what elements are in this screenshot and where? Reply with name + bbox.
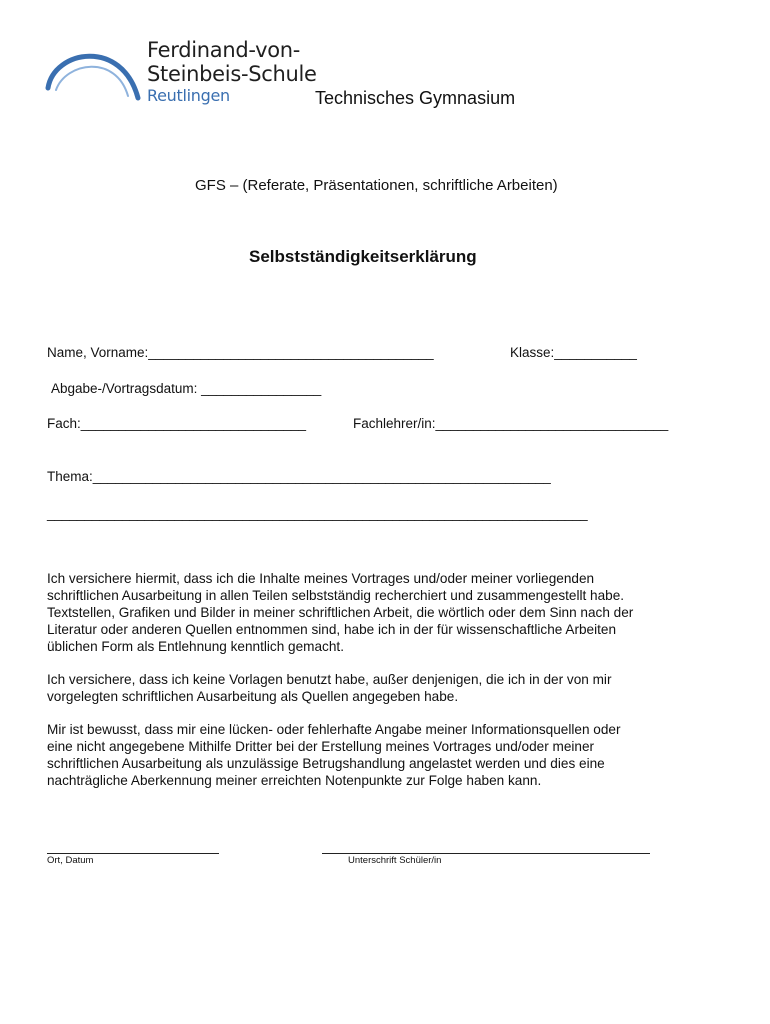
declaration-paragraph-1 xyxy=(47,570,737,655)
datum-field[interactable]: Abgabe-/Vortragsdatum: ________________ xyxy=(51,381,322,396)
paragraph-line: üblichen Form als Entlehnung kenntlich gemacht. xyxy=(47,639,344,654)
logo-text-line1: Ferdinand-von- xyxy=(147,38,301,62)
paragraph-line: Mir ist bewusst, dass mir eine lücken- oder fehlerhafte Angabe meiner Informationsquellen oder xyxy=(47,722,621,737)
paragraph-line: Literatur oder anderen Quellen entnommen sind, habe ich in der für wissenschaftliche Arbeiten xyxy=(47,622,617,637)
school-subtitle: Technisches Gymnasium xyxy=(315,88,516,108)
student-signature-label: Unterschrift Schüler/in xyxy=(348,855,442,866)
paragraph-line: eine nicht angegebene Mithilfe Dritter bei der Erstellung meines Vortrages und/oder meiner xyxy=(47,739,595,754)
klasse-field[interactable]: Klasse:___________ xyxy=(510,345,637,360)
thema-field[interactable]: Thema:_____________________________________________________________ xyxy=(47,469,551,484)
student-signature-line[interactable] xyxy=(322,853,650,854)
declaration-paragraph-2 xyxy=(47,671,737,705)
logo-arc-icon xyxy=(42,38,152,108)
gfs-line: GFS – (Referate, Präsentationen, schriftliche Arbeiten) xyxy=(195,177,558,194)
logo-text-line2: Steinbeis-Schule xyxy=(147,62,317,86)
school-logo xyxy=(42,38,322,108)
fach-field[interactable]: Fach:______________________________ xyxy=(47,416,307,431)
paragraph-line: schriftlichen Ausarbeitung in allen Teilen selbstständig recherchiert und zusammengestellt habe. xyxy=(47,588,625,603)
name-field[interactable]: Name, Vorname:______________________________________ xyxy=(47,345,434,360)
paragraph-line: Textstellen, Grafiken und Bilder in meiner schriftlichen Arbeit, die wörtlich oder dem Sinn nach der xyxy=(47,605,634,620)
place-date-label: Ort, Datum xyxy=(47,855,94,866)
paragraph-line: schriftlichen Ausarbeitung als unzulässige Betrugshandlung angelastet werden und dies eine xyxy=(47,756,605,771)
place-date-signature-line[interactable] xyxy=(47,853,219,854)
paragraph-line: nachträgliche Aberkennung meiner erreichten Notenpunkte zur Folge haben kann. xyxy=(47,773,542,788)
declaration-paragraph-3 xyxy=(47,721,737,789)
fachlehrer-field[interactable]: Fachlehrer/in:_______________________________ xyxy=(353,416,669,431)
paragraph-line: vorgelegten schriftlichen Ausarbeitung als Quellen angegeben habe. xyxy=(47,689,459,704)
thema-line2-field[interactable]: ________________________________________________________________________ xyxy=(47,506,588,521)
logo-text-line3: Reutlingen xyxy=(147,86,230,105)
paragraph-line: Ich versichere hiermit, dass ich die Inhalte meines Vortrages und/oder meiner vorliegenden xyxy=(47,571,595,586)
paragraph-line: Ich versichere, dass ich keine Vorlagen benutzt habe, außer denjenigen, die ich in der von mir xyxy=(47,672,612,687)
document-title: Selbstständigkeitserklärung xyxy=(249,247,477,266)
